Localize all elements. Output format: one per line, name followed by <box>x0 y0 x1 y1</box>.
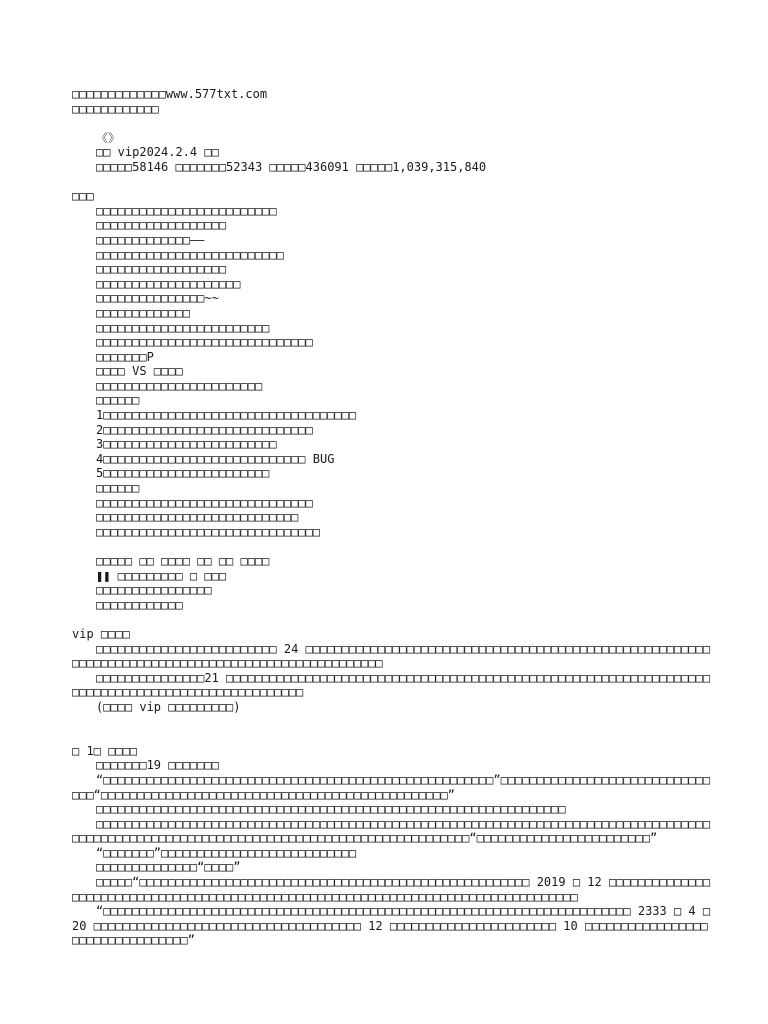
intro-line: 2□□□□□□□□□□□□□□□□□□□□□□□□□□□□□ <box>96 422 313 437</box>
intro-line: □□□□□□□□□□□□□□□□□□□□□□□□□□ <box>96 247 284 262</box>
intro-line: □□□□□□□□□□□□□□□□□□□□□□□□□ <box>96 203 277 218</box>
chapter-line: □□□□□□□19 □□□□□□□ <box>96 758 219 773</box>
intro-line: □□□□ VS □□□□ <box>96 364 183 379</box>
role-line: ❚❚ □□□□□□□□□ □ □□□ <box>96 568 227 583</box>
intro-line: 5□□□□□□□□□□□□□□□□□□□□□□□ <box>96 466 270 481</box>
vip-note: (□□□□ vip □□□□□□□□□) <box>96 699 241 714</box>
novel-text <box>72 87 712 948</box>
intro-line: □□□□□□□□□□□□□—— <box>96 232 205 247</box>
intro-line: □□□□□□□□□□□□□□□□□□□□□□□□□□□□□□ <box>96 495 313 510</box>
author-line: □□ vip2024.2.4 □□ <box>96 145 219 160</box>
spacer <box>72 715 712 730</box>
intro-line: □□□□□□□□□□□□□ <box>96 305 190 320</box>
intro-line: □□□□□□□P <box>96 349 154 364</box>
chapter-paragraph: □□□□□□□□□□□□□□□□□□□□□□□□□□□□□□□□□□□□□□□□□□□□□□□□□□□□□□□□□□□□□□□□□□□□□□□□□□□□□□□□□□□□□□□□□□□□□□□□□□□□□□□□□□□□□□□□□□□□□□□□□□□□□□□□□□□□□□□□□□□□“□□□□□□□□□□□□□□□□□□□□□□□□” <box>72 816 711 846</box>
intro-heading: □□□ <box>72 189 94 204</box>
vip-heading: vip □□□□ <box>72 626 130 641</box>
intro-line: □□□□□□ <box>96 393 140 408</box>
chapter-line: □□□□□□□□□□□□□□“□□□□” <box>96 860 241 875</box>
spacer <box>72 612 712 627</box>
intro-line: □□□□□□□□□□□□□□□□□□□□□□□□□□□□ <box>96 510 299 525</box>
vip-paragraph: □□□□□□□□□□□□□□□□□□□□□□□□□ 24 □□□□□□□□□□□□□□□□□□□□□□□□□□□□□□□□□□□□□□□□□□□□□□□□□□□□□□□□□□□□□□□□□□□□□□□□□□□□□□□□□□□□□□□□□□□□□□□□□□□ <box>72 641 711 671</box>
intro-line: □□□□□□□□□□□□□□□□□□ <box>96 218 227 233</box>
intro-line: □□□□□□□□□□□□□□□□□□□□ <box>96 276 241 291</box>
vip-paragraph: □□□□□□□□□□□□□□□21 □□□□□□□□□□□□□□□□□□□□□□□□□□□□□□□□□□□□□□□□□□□□□□□□□□□□□□□□□□□□□□□□□□□□□□□□□□□□□□□□□□□□□□□□□□□□□□□□□□□ <box>72 670 711 700</box>
chapter-paragraph: “□□□□□□□□□□□□□□□□□□□□□□□□□□□□□□□□□□□□□□□□□□□□□□□□□□□□□□”□□□□□□□□□□□□□□□□□□□□□□□□□□□□□□□□“□□□□□□□□□□□□□□□□□□□□□□□□□□□□□□□□□□□□□□□□□□□□□□□□” <box>72 772 711 802</box>
intro-line: 4□□□□□□□□□□□□□□□□□□□□□□□□□□□□ BUG <box>96 451 335 466</box>
intro-line: □□□□□□□□□□□□□□□□□□ <box>96 262 227 277</box>
spacer <box>72 175 712 190</box>
intro-line: □□□□□□□□□□□□□□□□□□□□□□□ <box>96 378 263 393</box>
intro-line: □□□□□□ <box>96 481 140 496</box>
intro-line: 3□□□□□□□□□□□□□□□□□□□□□□□□ <box>96 437 277 452</box>
chapter-paragraph: “□□□□□□□□□□□□□□□□□□□□□□□□□□□□□□□□□□□□□□□□□□□□□□□□□□□□□□□□□□□□□□□□□□□□□□□□□ 2333 □ 4 □ 20 □□□□□□□□□□□□□□□□□□□□□□□□□□□□□□□□□□□□□ 12 □□□□□□□□□□□□□□□□□□□□□□□ 10 □□□□□□□□□□□□□□□□□□□□□□□□□□□□□□□□□” <box>72 904 711 948</box>
book-title: 《》 <box>96 130 121 145</box>
spacer <box>72 116 712 131</box>
intro-line: 1□□□□□□□□□□□□□□□□□□□□□□□□□□□□□□□□□□□ <box>96 408 357 423</box>
site-subtitle: □□□□□□□□□□□□ <box>72 101 159 116</box>
site-url-line: □□□□□□□□□□□□□www.577txt.com <box>72 87 268 101</box>
chapter-heading: □ 1□ □□□□ <box>72 743 138 758</box>
spacer <box>72 729 712 744</box>
intro-line: □□□□□□□□□□□□□□□□□□□□□□□□ <box>96 320 270 335</box>
intro-line: □□□□□□□□□□□□□□□□□□□□□□□□□□□□□□ <box>96 335 313 350</box>
intro-line: □□□□□□□□□□□□□□□□□□□□□□□□□□□□□□□ <box>96 524 320 539</box>
spacer <box>72 539 712 554</box>
intro-line: □□□□□□□□□□□□□□□~~ <box>96 291 219 306</box>
chapter-line: □□□□□□□□□□□□□□□□□□□□□□□□□□□□□□□□□□□□□□□□□□□□□□□□□□□□□□□□□□□□□□□□□ <box>96 802 566 817</box>
stats-line: □□□□□58146 □□□□□□□52343 □□□□□436091 □□□□□1,039,315,840 <box>96 159 487 174</box>
tagline: □□□□□□□□□□□□ <box>96 597 183 612</box>
chapter-paragraph: □□□□□“□□□□□□□□□□□□□□□□□□□□□□□□□□□□□□□□□□□□□□□□□□□□□□□□□□□□□□ 2019 □ 12 □□□□□□□□□□□□□□□□□□□□□□□□□□□□□□□□□□□□□□□□□□□□□□□□□□□□□□□□□□□□□□□□□□□□□□□□□□□□□□□□□□□□ <box>72 875 711 904</box>
tagline: □□□□□□□□□□□□□□□□ <box>96 583 212 598</box>
tags-line: □□□□□ □□ □□□□ □□ □□ □□□□ <box>96 554 270 568</box>
chapter-line: “□□□□□□□”□□□□□□□□□□□□□□□□□□□□□□□□□□□ <box>96 845 357 860</box>
